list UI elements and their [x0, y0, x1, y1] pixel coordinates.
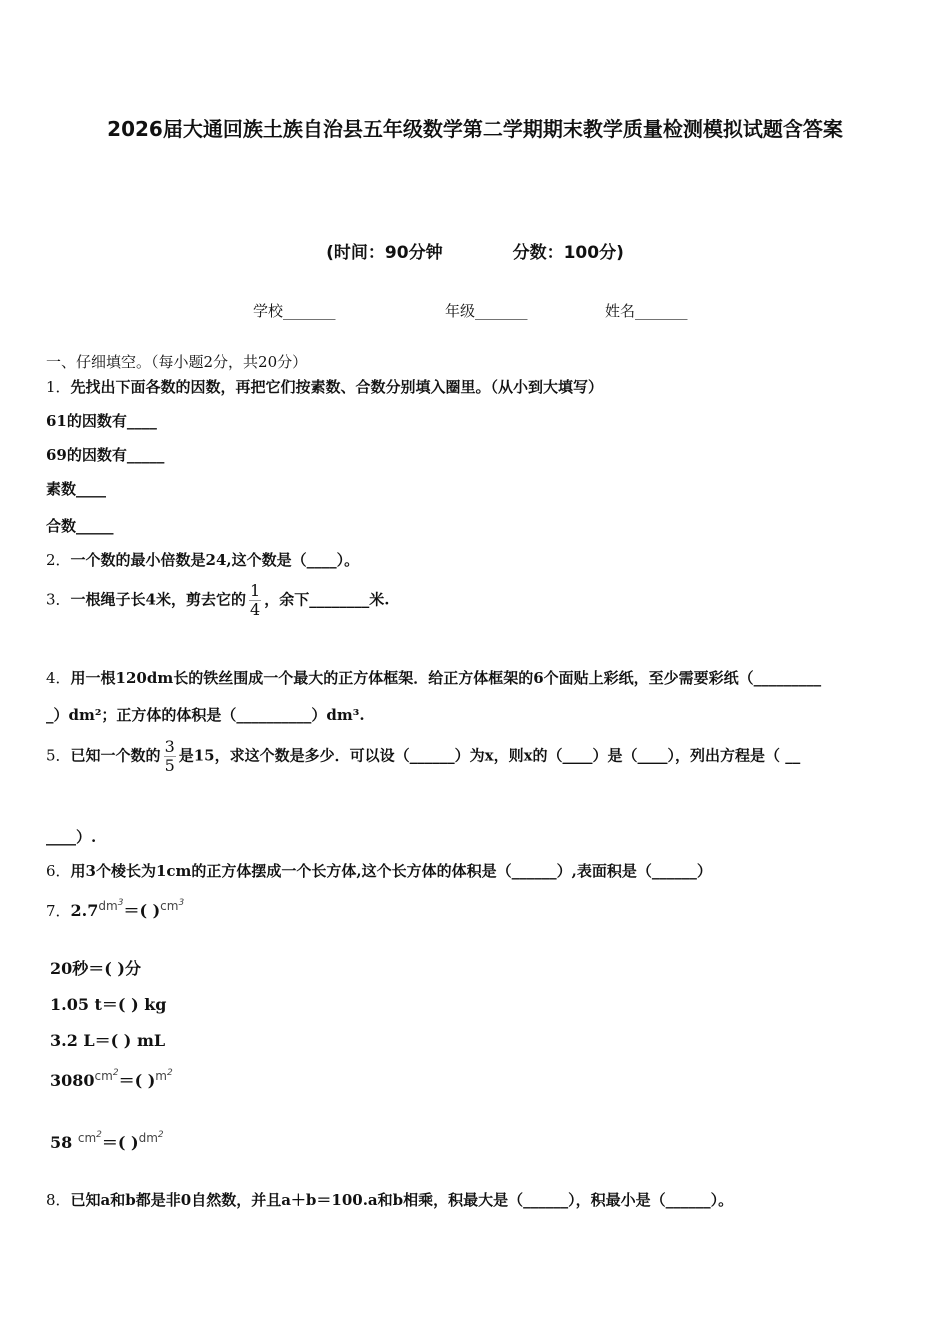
question-text: 已知一个数的 [70, 746, 161, 765]
unit-cm3 [160, 899, 184, 913]
unit-text: dm [138, 1131, 158, 1145]
exam-meta [0, 238, 950, 263]
unit-dm2 [139, 1131, 164, 1145]
question-text: 一根绳子长4米，剪去它的 [70, 590, 246, 609]
unit-exponent: 2 [96, 1130, 102, 1140]
grade-field[interactable]: 年级_______ [445, 302, 528, 320]
conversion-blank: ＝( ) [101, 1133, 139, 1152]
time-label: (时间：90分钟 [326, 243, 443, 263]
conversion-blank: ＝( ) [118, 1071, 156, 1090]
conversion-value: 2.7 [70, 901, 99, 920]
q1-factors-69: 69的因数有_____ [46, 446, 165, 464]
question-text: 用3个棱长为1cm的正方体摆成一个长方体,这个长方体的体积是（______）,表面积是（______） [70, 862, 712, 880]
question-number: 2． [46, 551, 71, 569]
unit-text: cm [77, 1131, 97, 1145]
question-number: 8． [46, 1191, 71, 1209]
unit-exponent: 3 [178, 898, 185, 908]
question-2 [46, 549, 359, 570]
question-text: 一个数的最小倍数是24,这个数是（____）。 [70, 551, 360, 569]
question-text: 用一根120dm长的铁丝围成一个最大的正方体框架．给正方体框架的6个面贴上彩纸，至少需要彩纸（_________ [70, 669, 822, 687]
score-label: 分数：100分) [512, 243, 624, 263]
unit-text: cm [160, 899, 179, 913]
q7-tons: 1.05 t＝( ) kg [50, 995, 167, 1014]
question-7 [46, 898, 184, 921]
question-4 [46, 667, 821, 688]
conversion-value: 58 [50, 1133, 73, 1152]
question-6 [46, 860, 712, 881]
question-number: 1． [46, 378, 71, 396]
question-text: 已知a和b都是非0自然数，并且a＋b＝100.a和b相乘，积最大是（______），积最小是（______）。 [70, 1191, 734, 1209]
question-8 [46, 1189, 733, 1210]
question-text: 先找出下面各数的因数，再把它们按素数、合数分别填入圈里。（从小到大填写） [70, 378, 604, 396]
question-5-cont: ____）. [46, 828, 97, 846]
name-field[interactable]: 姓名_______ [605, 302, 688, 320]
unit-text: cm [94, 1069, 113, 1083]
fraction-denominator: 5 [164, 756, 175, 775]
fraction [249, 582, 261, 619]
q1-primes: 素数____ [46, 480, 107, 498]
question-3 [46, 582, 389, 619]
question-5 [46, 738, 800, 775]
question-text-end: ，余下________米. [264, 590, 390, 609]
conversion-value: 3080 [50, 1071, 95, 1090]
unit-text: m [155, 1069, 167, 1083]
q7-liters: 3.2 L＝( ) mL [50, 1031, 166, 1050]
q7-seconds: 20秒＝( )分 [50, 959, 141, 978]
unit-cm2 [95, 1069, 119, 1083]
q7-area-dm2 [50, 1130, 164, 1153]
question-number: 4． [46, 669, 71, 687]
q1-composites: 合数_____ [46, 517, 114, 535]
fraction [164, 738, 176, 775]
question-number: 5． [46, 746, 71, 765]
unit-cm2 [78, 1131, 102, 1145]
question-4-cont: _）dm²；正方体的体积是（__________）dm³. [46, 706, 365, 724]
document-title: 2026届大通回族土族自治县五年级数学第二学期期末教学质量检测模拟试题含答案 [107, 117, 843, 141]
question-text-end: 是15，求这个数是多少．可以设（______）为x，则x的（____）是（____），列出方程是（ __ [178, 746, 801, 765]
unit-text: dm [98, 899, 118, 913]
unit-exponent: 2 [157, 1130, 164, 1140]
fraction-denominator: 4 [250, 600, 261, 619]
q1-factors-61: 61的因数有____ [46, 412, 157, 430]
question-number: 6． [46, 862, 71, 880]
question-number: 3． [46, 590, 71, 609]
school-field[interactable]: 学校_______ [253, 302, 336, 320]
fraction-numerator: 1 [250, 581, 261, 600]
question-number: 7． [46, 902, 71, 920]
conversion-blank: ＝( ) [123, 901, 161, 920]
q7-area-m2 [50, 1068, 173, 1091]
question-1 [46, 376, 603, 397]
unit-dm3 [98, 899, 123, 913]
fraction-numerator: 3 [164, 737, 175, 756]
unit-exponent: 2 [112, 1068, 119, 1078]
unit-exponent: 3 [117, 898, 124, 908]
unit-m2 [155, 1069, 172, 1083]
section-heading: 一、仔细填空。（每小题2分，共20分） [46, 353, 308, 371]
unit-exponent: 2 [166, 1068, 173, 1078]
